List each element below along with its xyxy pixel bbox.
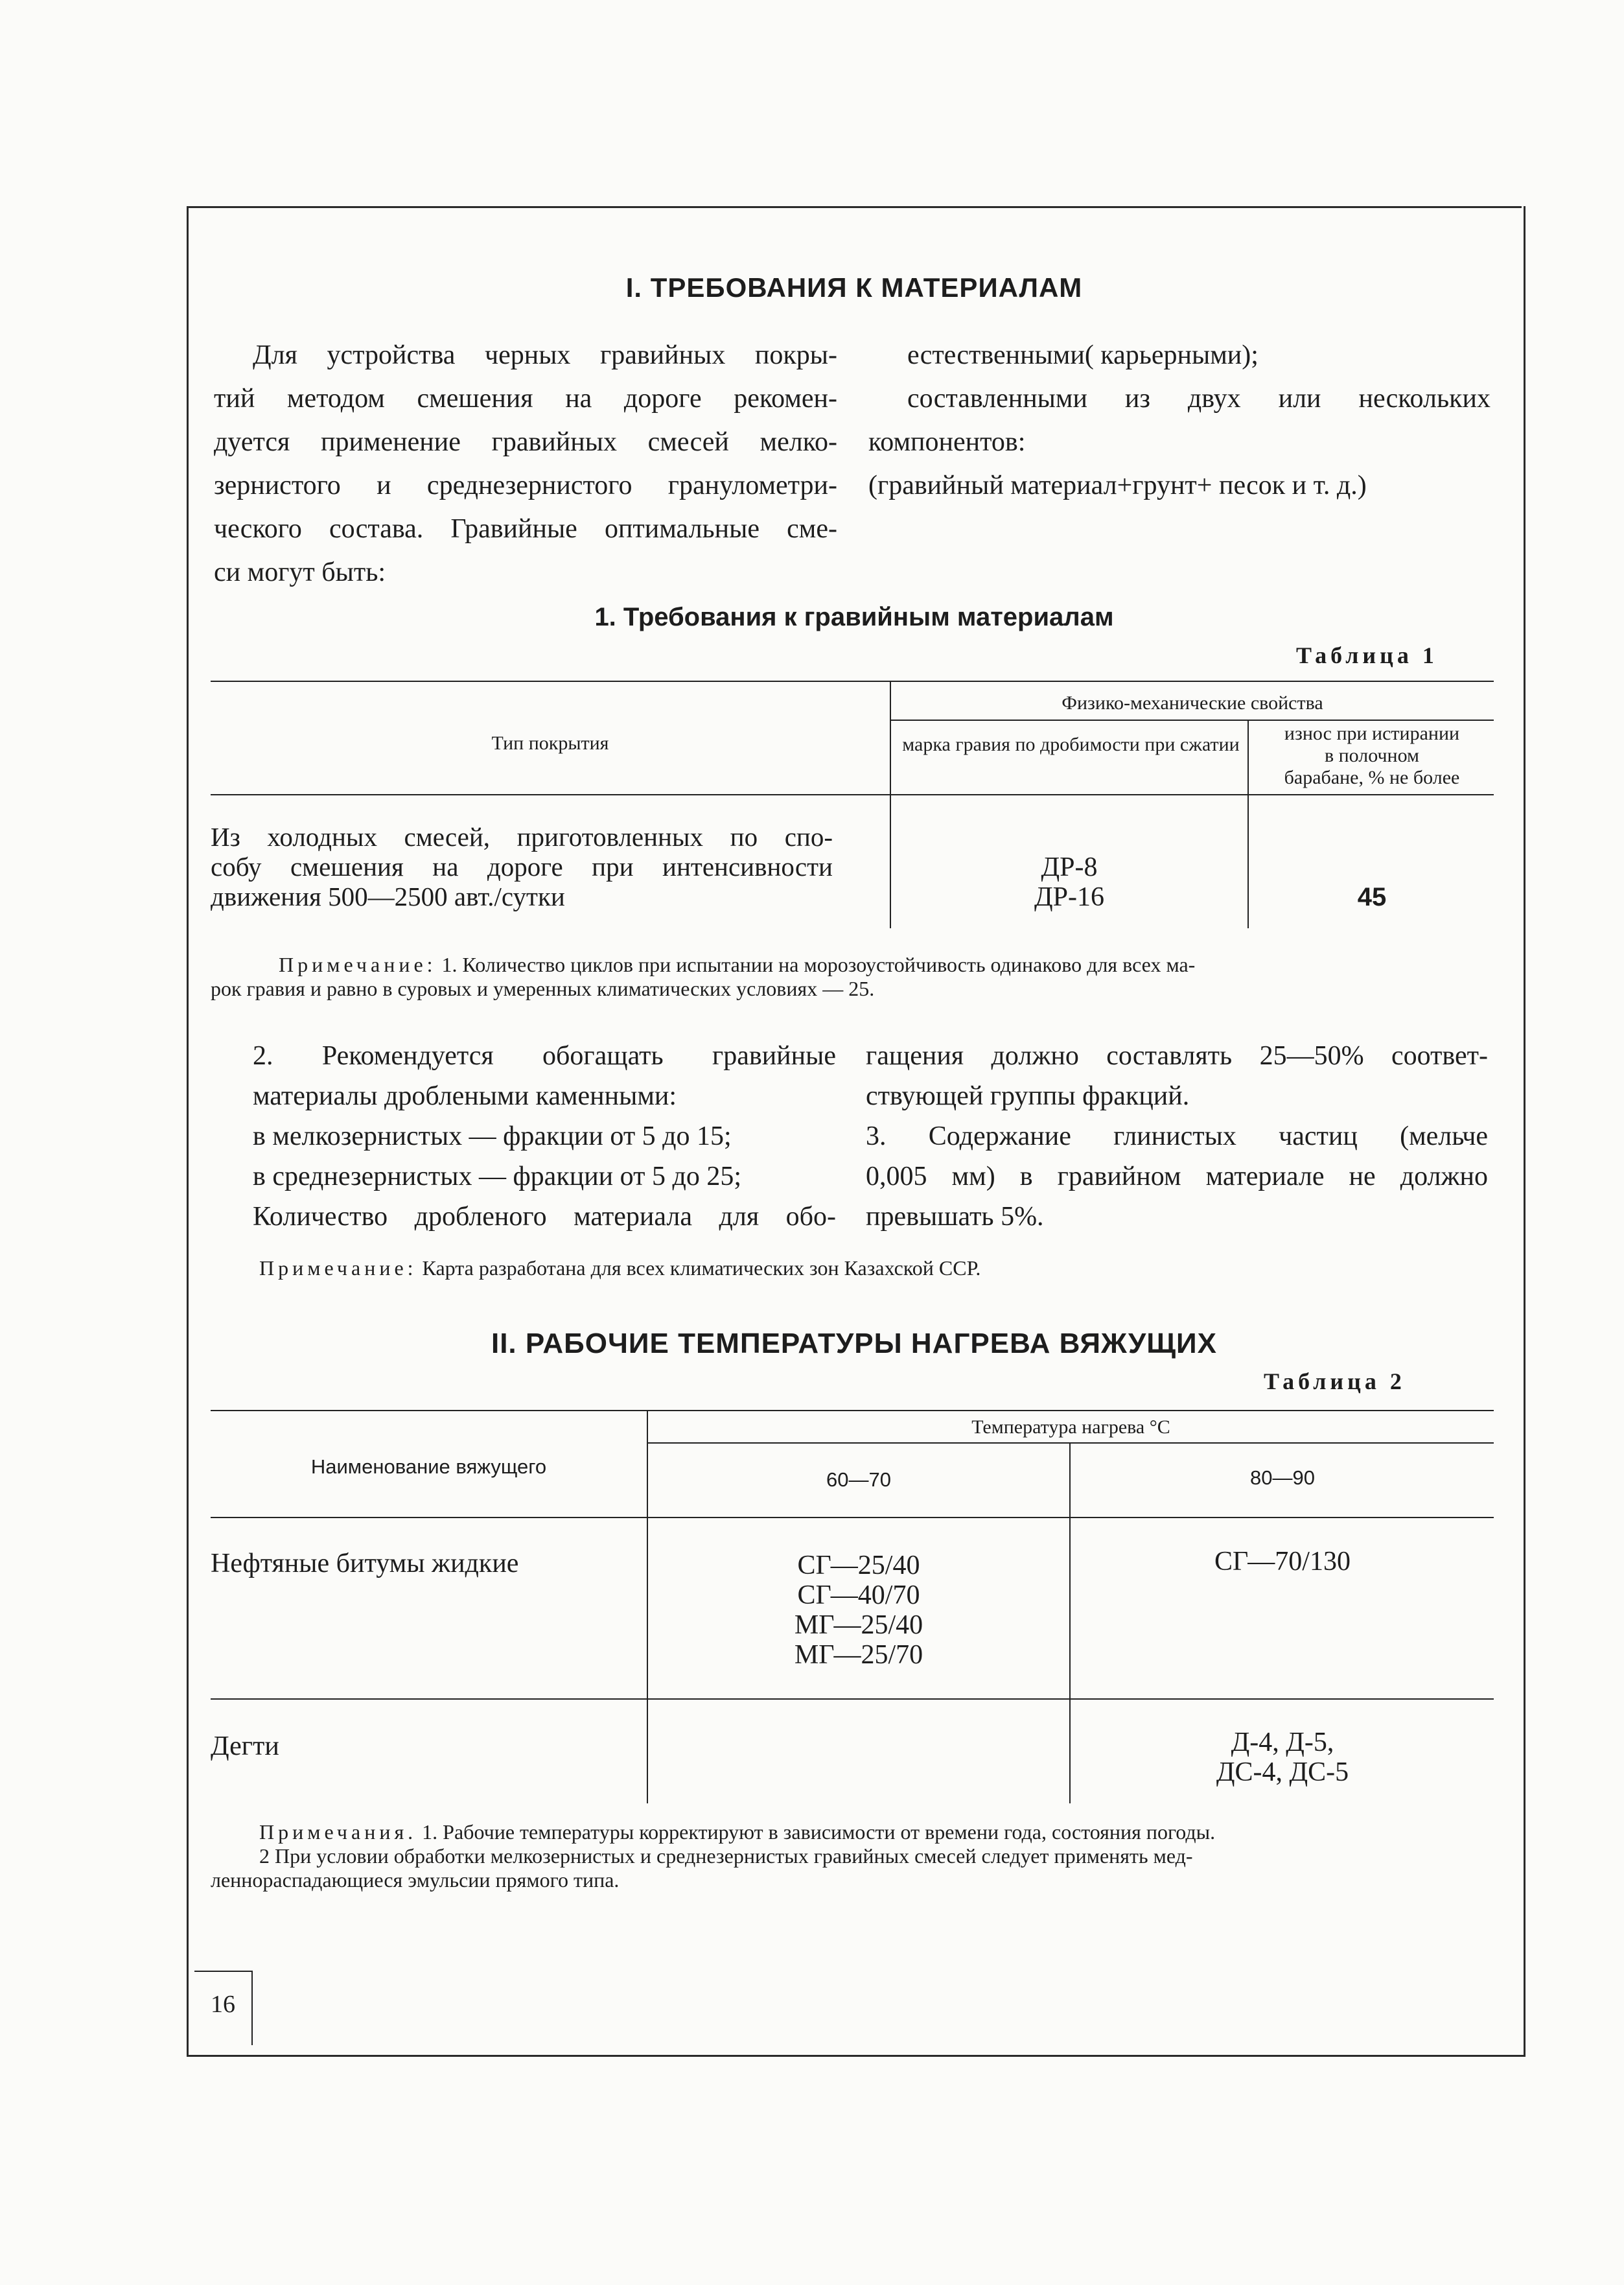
section-1-title: I. ТРЕБОВАНИЯ К МАТЕРИАЛАМ: [625, 272, 1083, 303]
binder-grade: СГ—40/70: [797, 1580, 920, 1610]
table-2-col-a: 60—70: [826, 1468, 891, 1491]
table-1-col-wear: [1249, 723, 1494, 789]
intro-left-line: дуется применение гравийных смесей мелко-: [214, 427, 837, 457]
intro-left-line: ческого состава. Гравийные оптимальные сме-: [214, 514, 837, 544]
binder-grade: ДС-4, ДС-5: [1216, 1757, 1349, 1787]
table-rule: [648, 1442, 1494, 1444]
table-2-row-2-name: Дегти: [211, 1731, 279, 1761]
table-2-col-name: Наименование вяжущего: [310, 1455, 547, 1478]
para-2-left: [253, 1036, 836, 1237]
para-line: гащения должно составлять 25—50% соответ-: [866, 1041, 1488, 1071]
table-2-row-1-name: Нефтяные битумы жидкие: [211, 1549, 519, 1578]
table-rule: [211, 1517, 1494, 1518]
intro-left-line: си могут быть:: [214, 557, 386, 587]
note-label: Примечания.: [259, 1820, 417, 1844]
page-number-rule: [194, 1971, 253, 1972]
para-line: в среднезернистых — фракции от 5 до 25;: [253, 1162, 741, 1191]
para-line: 2. Рекомендуется обогащать гравийные: [253, 1041, 836, 1071]
note-3-line-3: леннораспадающиеся эмульсии прямого типа.: [211, 1868, 620, 1892]
col-wear-line: в полочном: [1324, 745, 1420, 766]
table-1-row-grades: [891, 852, 1247, 912]
row-desc-line: собу смешения на дороге при интенсивности: [211, 852, 833, 882]
intro-right-line: компонентов:: [868, 427, 1026, 457]
section-2-title: II. РАБОЧИЕ ТЕМПЕРАТУРЫ НАГРЕВА ВЯЖУЩИХ: [491, 1328, 1218, 1359]
para-line: в мелкозернистых — фракции от 5 до 15;: [253, 1121, 732, 1151]
col-wear-line: износ при истирании: [1284, 723, 1460, 744]
table-1-row-wear: 45: [1357, 883, 1387, 911]
table-1-row-desc: [211, 822, 833, 911]
binder-grade: МГ—25/40: [794, 1610, 923, 1640]
col-wear-line: барабане, % не более: [1284, 767, 1460, 788]
para-line: 3. Содержание глинистых частиц (мельче: [866, 1121, 1488, 1151]
table-2-row-1-b: СГ—70/130: [1214, 1547, 1351, 1576]
note-text: Карта разработана для всех климатических зон Казахской ССР.: [417, 1256, 981, 1280]
note-2: [259, 1256, 1491, 1280]
note-label: Примечание:: [259, 1256, 417, 1280]
section-1-subtitle: 1. Требования к гравийным материалам: [594, 603, 1114, 631]
para-line: материалы дроблеными каменными:: [253, 1081, 677, 1111]
para-line: ствующей группы фракций.: [866, 1081, 1190, 1111]
binder-grade: Д-4, Д-5,: [1231, 1728, 1334, 1757]
intro-left-line: Для устройства черных гравийных покры-: [253, 340, 837, 370]
table-1-col-grade: марка гравия по дробимости при сжатии: [902, 734, 1240, 755]
table-rule: [1069, 1444, 1071, 1803]
note-1: [279, 953, 1497, 976]
row-desc-line: Из холодных смесей, приготовленных по спо-: [211, 822, 833, 852]
table-2-group-header: Температура нагрева °С: [971, 1416, 1170, 1438]
binder-grade: МГ—25/70: [794, 1640, 923, 1670]
para-line: превышать 5%.: [866, 1202, 1044, 1232]
intro-right-line: (гравийный материал+грунт+ песок и т. д.): [868, 471, 1367, 500]
table-rule: [1247, 721, 1249, 928]
intro-right-column: [868, 334, 1491, 508]
table-rule: [211, 1698, 1494, 1700]
intro-right-line: составленными из двух или нескольких: [907, 384, 1491, 414]
table-2-label: Таблица 2: [1264, 1368, 1406, 1394]
table-rule: [891, 720, 1494, 721]
note-text: 1. Рабочие температуры корректируют в зависимости от времени года, состояния погоды.: [417, 1820, 1216, 1844]
table-rule: [211, 681, 1494, 682]
note-1-line-2: рок гравия и равно в суровых и умеренных климатических условиях — 25.: [211, 977, 875, 1000]
para-line: Количество дробленого материала для обо-: [253, 1202, 836, 1232]
table-2-row-1-a: [648, 1551, 1069, 1670]
note-3: [259, 1820, 1497, 1844]
note-3-line-2: 2 При условии обработки мелкозернистых и среднезернистых гравийных смесей следует применять мед-: [259, 1844, 1193, 1868]
intro-left-line: тий методом смешения на дороге рекомен-: [214, 384, 837, 414]
table-1-col-type: Тип покрытия: [491, 732, 609, 754]
intro-left-line: зернистого и среднезернистого гранулометри-: [214, 471, 837, 500]
binder-grade: СГ—25/40: [797, 1551, 920, 1580]
page-number: 16: [211, 1991, 235, 2018]
grade-value: ДР-16: [1034, 882, 1104, 912]
note-text: 1. Количество циклов при испытании на морозоустойчивость одинаково для всех ма-: [436, 953, 1196, 976]
table-1-label: Таблица 1: [1296, 642, 1438, 668]
table-rule: [211, 1410, 1494, 1411]
grade-value: ДР-8: [1041, 852, 1098, 882]
row-desc-line: движения 500—2500 авт./сутки: [211, 882, 565, 911]
table-2-col-b: 80—90: [1250, 1466, 1315, 1489]
para-2-right: [866, 1036, 1488, 1237]
note-label: Примечание:: [279, 953, 437, 976]
table-1-group-header: Физико-механические свойства: [1061, 692, 1323, 714]
intro-right-line: естественными( карьерными);: [907, 340, 1259, 370]
page-number-rule: [251, 1971, 253, 2045]
table-2-row-2-b: [1071, 1728, 1494, 1787]
table-rule: [211, 794, 1494, 795]
intro-left-column: [214, 334, 837, 594]
para-line: 0,005 мм) в гравийном материале не должно: [866, 1162, 1488, 1191]
